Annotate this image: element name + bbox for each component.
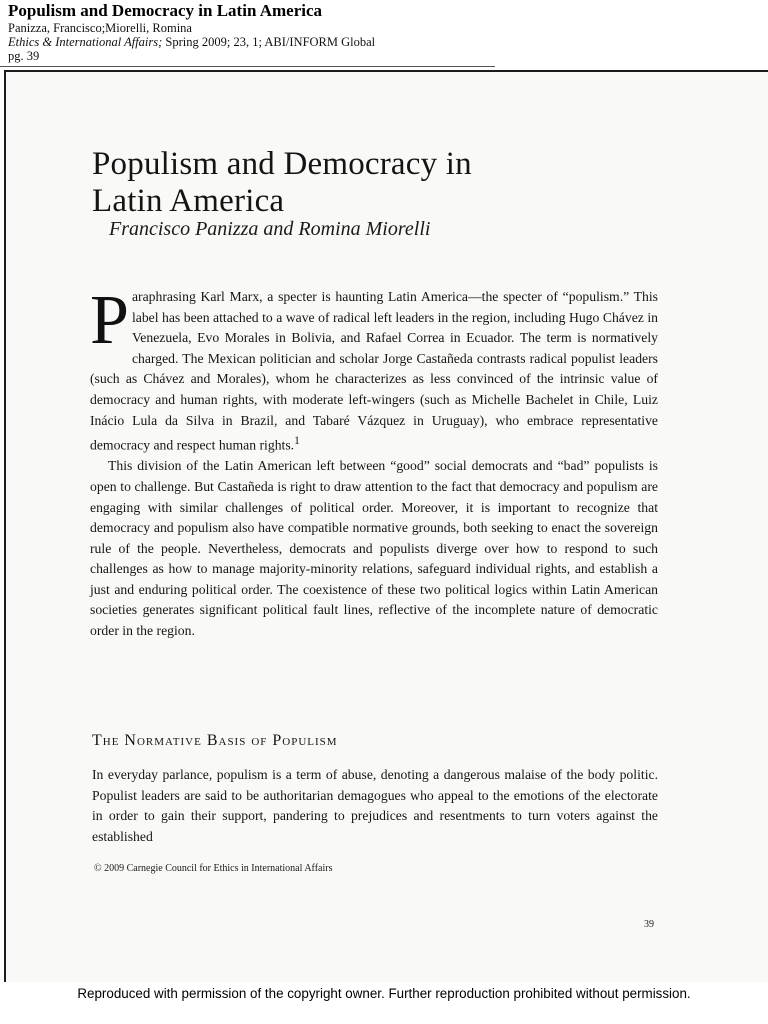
header-citation [8,35,375,49]
header-page: pg. 39 [8,49,40,64]
document-header [8,0,375,64]
header-authors: Panizza, Francisco;Miorelli, Romina [8,20,192,35]
article-title-line-1: Populism and Democracy in [92,146,472,182]
header-divider [0,66,495,67]
header-issue: Spring 2009; 23, 1; ABI/INFORM Global [162,34,376,49]
drop-cap: P [90,282,129,359]
footnote-marker: 1 [294,435,300,448]
article-body [90,282,658,642]
header-journal: Ethics & International Affairs; [8,34,163,49]
copyright-notice: © 2009 Carnegie Council for Ethics in International Affairs [94,863,333,874]
scanned-page [4,70,768,982]
paragraph-1-text: araphrasing Karl Marx, a specter is haunting Latin America—the specter of “populism.” This label has been attached to a wave of radical left leaders in the region, including Hugo Chávez in Venezuela, Evo Morales in Bolivia, and Rafael Correa in Ecuador. The term is normatively charged. The Mexican politician and scholar Jorge Castañeda contrasts radical populist leaders (such as Chávez and Morales), whom he characterizes as less convinced of the intrinsic value of democracy and human rights, with moderate left-wingers (such as Michelle Bachelet in Chile, Luiz Inácio Lula da Silva in Brazil, and Tabaré Vázquez in Uruguay), who embrace representative democracy and respect human rights. [90,289,658,453]
reproduction-notice: Reproduced with permission of the copyright owner. Further reproduction prohibited without permission. [77,986,691,1001]
article-title-line-2: Latin America [92,183,285,219]
article-title [92,146,652,220]
page-number: 39 [644,919,654,930]
article-authors: Francisco Panizza and Romina Miorelli [109,218,431,240]
paragraph-2: This division of the Latin American left between “good” social democrats and “bad” populists is open to challenge. But Castañeda is right to draw attention to the fact that democracy and populism are engaging with similar challenges of political order. Moreover, it is important to recognize that democracy and populism also have compatible normative grounds, both seeking to enact the sovereign rule of the people. Nevertheless, democrats and populists diverge over how to respond to such challenges as how to manage majority-minority relations, safeguard individual rights, and establish a just and enduring political order. The coexistence of these two political logics within Latin American societies generates significant political fault lines, reflective of the incomplete nature of democratic order in the region. [90,458,658,639]
paragraph-1 [90,282,658,456]
section-body [92,765,658,847]
paragraph-3: In everyday parlance, populism is a term of abuse, denoting a dangerous malaise of the body politic. Populist leaders are said to be authoritarian demagogues who appeal to the emotions of the electorate in order to gain their support, pandering to prejudices and resentments to turn voters against the established [92,767,658,844]
header-title: Populism and Democracy in Latin America [8,1,323,20]
section-heading: The Normative Basis of Populism [92,732,338,749]
